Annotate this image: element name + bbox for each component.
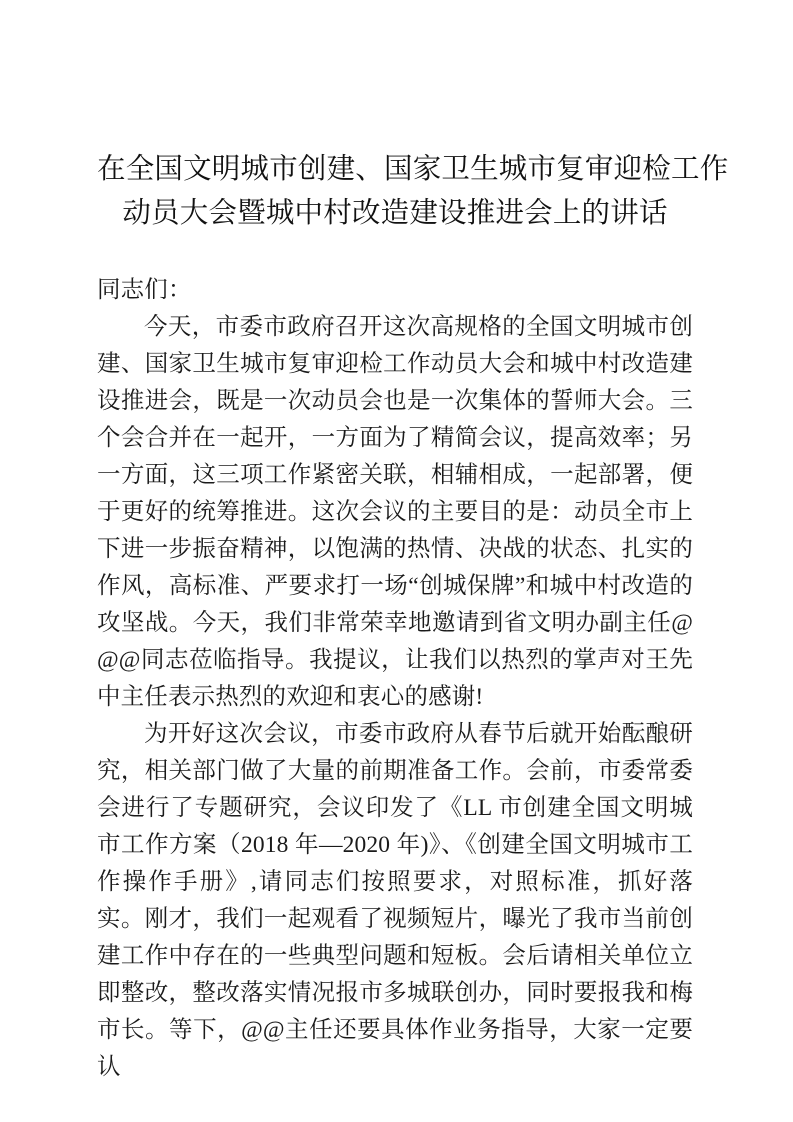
body-paragraph-1: 今天，市委市政府召开这次高规格的全国文明城市创建、国家卫生城市复审迎检工作动员大会和城中村改造建设推进会，既是一次动员会也是一次集体的誓师大会。三个会合并在一起开，一方面为了精简会议，提高效率；另一方面，这三项工作紧密关联，相辅相成，一起部署，便于更好的统筹推进。这次会议的主要目的是：动员全市上下进一步振奋精神，以饱满的热情、决战的状态、扎实的作风，高标准、严要求打一场“创城保牌”和城中村改造的攻坚战。今天，我们非常荣幸地邀请到省文明办副主任@@@同志莅临指导。我提议，让我们以热烈的掌声对王先中主任表示热烈的欢迎和衷心的感谢! — [97, 314, 693, 710]
document-body — [97, 272, 693, 1086]
body-paragraph-2: 为开好这次会议，市委市政府从春节后就开始酝酿研究，相关部门做了大量的前期准备工作。会前，市委常委会进行了专题研究，会议印发了《LL 市创建全国文明城市工作方案（2018 年—2020 年)》、《创建全国文明城市工作操作手册》,请同志们按照要求，对照标准，抓好落实。刚才，我们一起观看了视频短片，曝光了我市当前创建工作中存在的一些典型问题和短板。会后请相关单位立即整改，整改落实情况报市多城联创办，同时要报我和梅市长。等下，@@主任还要具体作业务指导，大家一定要认 — [97, 721, 693, 1080]
page-title — [97, 148, 729, 236]
salutation: 同志们： — [97, 277, 192, 303]
page-title-line-1: 在全国文明城市创建、国家卫生城市复审迎检工作 — [97, 154, 729, 185]
page-title-line-2: 动员大会暨城中村改造建设推进会上的讲话 — [122, 198, 668, 229]
